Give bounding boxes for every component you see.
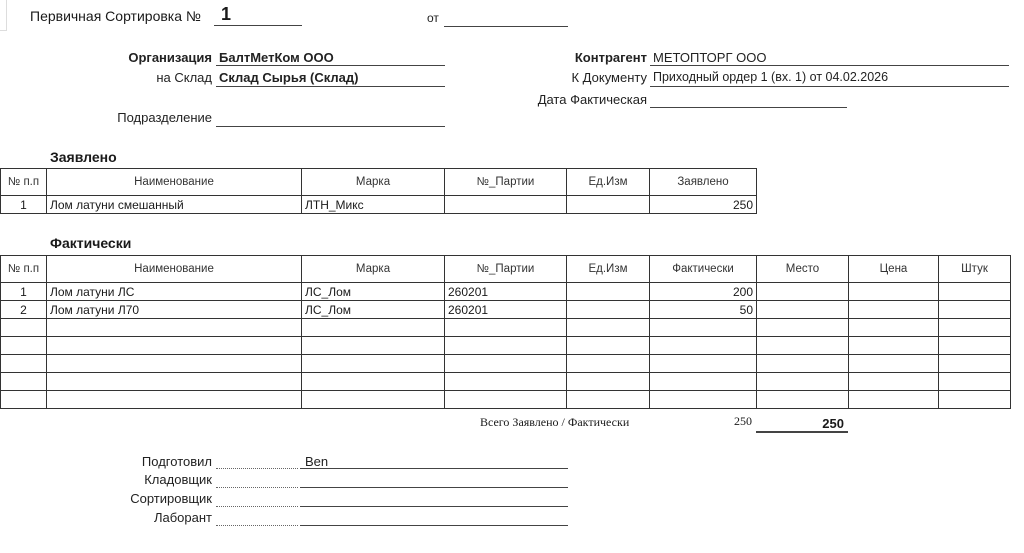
totals-actual: 250 — [822, 416, 844, 431]
cell-batch[interactable] — [445, 196, 567, 214]
cell-name[interactable]: Лом латуни ЛС — [47, 283, 302, 301]
document-underline — [650, 86, 1009, 87]
table-row — [1, 301, 1011, 319]
cell-declared[interactable]: 250 — [650, 196, 757, 214]
declared-col-unit: Ед.Изм — [567, 169, 650, 196]
declared-col-name: Наименование — [47, 169, 302, 196]
cell-batch[interactable] — [445, 319, 567, 337]
totals-declared: 250 — [734, 414, 752, 428]
storekeeper-underline — [300, 487, 568, 488]
totals-actual-underline — [756, 431, 848, 433]
cell-num[interactable] — [1, 391, 47, 409]
cell-batch[interactable]: 260201 — [445, 283, 567, 301]
actual-col-unit: Ед.Изм — [567, 256, 650, 283]
cell-actual[interactable] — [650, 319, 757, 337]
cell-actual[interactable]: 200 — [650, 283, 757, 301]
actual-col-place: Место — [757, 256, 849, 283]
cell-num[interactable]: 2 — [1, 301, 47, 319]
cell-pieces[interactable] — [939, 391, 1011, 409]
cell-num[interactable]: 1 — [1, 283, 47, 301]
cell-name[interactable] — [47, 337, 302, 355]
cell-actual[interactable] — [650, 391, 757, 409]
declared-col-batch: №_Партии — [445, 169, 567, 196]
contractor-value[interactable]: МЕТОПТОРГ ООО — [653, 50, 767, 65]
storekeeper-label: Кладовщик — [144, 472, 212, 487]
contractor-label: Контрагент — [574, 50, 647, 65]
cell-batch[interactable] — [445, 373, 567, 391]
cell-brand[interactable]: ЛТН_Микс — [302, 196, 445, 214]
cell-pieces[interactable] — [939, 373, 1011, 391]
cell-num[interactable] — [1, 319, 47, 337]
sorter-underline — [300, 506, 568, 507]
cell-brand[interactable] — [302, 355, 445, 373]
cell-place[interactable] — [757, 319, 849, 337]
cell-name[interactable] — [47, 355, 302, 373]
doc-title: Первичная Сортировка № — [30, 8, 201, 24]
actual-table — [0, 255, 1011, 409]
cell-unit[interactable] — [567, 355, 650, 373]
cell-brand[interactable] — [302, 319, 445, 337]
cell-price[interactable] — [849, 283, 939, 301]
cell-batch[interactable] — [445, 337, 567, 355]
cell-pieces[interactable] — [939, 319, 1011, 337]
org-underline — [216, 65, 445, 66]
doc-number-underline — [214, 25, 302, 26]
cell-price[interactable] — [849, 319, 939, 337]
warehouse-underline — [216, 86, 445, 87]
cell-name[interactable] — [47, 391, 302, 409]
org-label: Организация — [128, 50, 212, 65]
cell-unit[interactable] — [567, 301, 650, 319]
cell-actual[interactable]: 50 — [650, 301, 757, 319]
table-row — [1, 391, 1011, 409]
declared-table — [0, 168, 757, 214]
table-row — [1, 355, 1011, 373]
actual-date-label: Дата Фактическая — [537, 92, 647, 107]
cell-name[interactable]: Лом латуни смешанный — [47, 196, 302, 214]
contractor-underline — [650, 65, 1009, 66]
warehouse-value[interactable]: Склад Сырья (Склад) — [219, 70, 359, 85]
table-row — [1, 283, 1011, 301]
cell-unit[interactable] — [567, 196, 650, 214]
cell-place[interactable] — [757, 355, 849, 373]
cell-pieces[interactable] — [939, 283, 1011, 301]
declared-header-row — [1, 169, 757, 196]
storekeeper-dots — [216, 487, 298, 488]
cell-place[interactable] — [757, 391, 849, 409]
date-underline — [444, 26, 568, 27]
prepared-label: Подготовил — [141, 454, 212, 469]
cell-price[interactable] — [849, 337, 939, 355]
cell-name[interactable]: Лом латуни Л70 — [47, 301, 302, 319]
document-value[interactable]: Приходный ордер 1 (вх. 1) от 04.02.2026 — [653, 70, 889, 84]
date-label: от — [427, 11, 439, 25]
declared-col-num: № п.п — [1, 169, 47, 196]
cell-brand[interactable] — [302, 337, 445, 355]
totals-label: Всего Заявлено / Фактически — [480, 415, 630, 429]
warehouse-label: на Склад — [156, 70, 212, 85]
cell-unit[interactable] — [567, 319, 650, 337]
actual-col-brand: Марка — [302, 256, 445, 283]
table-row — [1, 196, 757, 214]
division-label: Подразделение — [117, 110, 212, 125]
sorter-label: Сортировщик — [130, 491, 212, 506]
org-value[interactable]: БалтМетКом ООО — [219, 50, 334, 65]
cell-pieces[interactable] — [939, 301, 1011, 319]
cell-actual[interactable] — [650, 355, 757, 373]
corner-box — [0, 0, 7, 31]
cell-name[interactable] — [47, 319, 302, 337]
actual-section-title: Фактически — [50, 235, 132, 251]
lab-label: Лаборант — [153, 510, 212, 525]
cell-price[interactable] — [849, 373, 939, 391]
cell-place[interactable] — [757, 373, 849, 391]
cell-brand[interactable]: ЛС_Лом — [302, 283, 445, 301]
actual-col-price: Цена — [849, 256, 939, 283]
table-row — [1, 373, 1011, 391]
cell-unit[interactable] — [567, 337, 650, 355]
lab-dots — [216, 525, 298, 526]
cell-price[interactable] — [849, 391, 939, 409]
declared-col-brand: Марка — [302, 169, 445, 196]
table-row — [1, 319, 1011, 337]
cell-name[interactable] — [47, 373, 302, 391]
cell-unit[interactable] — [567, 283, 650, 301]
cell-place[interactable] — [757, 337, 849, 355]
cell-batch[interactable]: 260201 — [445, 301, 567, 319]
prepared-value[interactable]: Ben — [305, 454, 329, 469]
prepared-dots — [216, 468, 298, 469]
cell-place[interactable] — [757, 301, 849, 319]
actual-col-num: № п.п — [1, 256, 47, 283]
sorter-dots — [216, 506, 298, 507]
cell-num[interactable] — [1, 355, 47, 373]
lab-underline — [300, 525, 568, 526]
actual-date-underline — [650, 107, 847, 108]
actual-col-batch: №_Партии — [445, 256, 567, 283]
cell-batch[interactable] — [445, 391, 567, 409]
cell-price[interactable] — [849, 301, 939, 319]
cell-num[interactable] — [1, 337, 47, 355]
cell-num[interactable] — [1, 373, 47, 391]
prepared-underline — [300, 468, 568, 469]
actual-col-pieces: Штук — [939, 256, 1011, 283]
cell-num[interactable]: 1 — [1, 196, 47, 214]
declared-col-declared: Заявлено — [650, 169, 757, 196]
cell-brand[interactable]: ЛС_Лом — [302, 301, 445, 319]
cell-pieces[interactable] — [939, 337, 1011, 355]
doc-number: 1 — [221, 4, 232, 24]
actual-col-name: Наименование — [47, 256, 302, 283]
cell-pieces[interactable] — [939, 355, 1011, 373]
cell-unit[interactable] — [567, 373, 650, 391]
cell-actual[interactable] — [650, 337, 757, 355]
cell-brand[interactable] — [302, 373, 445, 391]
cell-brand[interactable] — [302, 391, 445, 409]
document-label: К Документу — [571, 70, 647, 85]
actual-header-row — [1, 256, 1011, 283]
cell-place[interactable] — [757, 283, 849, 301]
cell-unit[interactable] — [567, 391, 650, 409]
table-row — [1, 337, 1011, 355]
actual-col-actual: Фактически — [650, 256, 757, 283]
declared-section-title: Заявлено — [50, 149, 117, 165]
cell-batch[interactable] — [445, 355, 567, 373]
cell-actual[interactable] — [650, 373, 757, 391]
division-underline — [216, 126, 445, 127]
cell-price[interactable] — [849, 355, 939, 373]
